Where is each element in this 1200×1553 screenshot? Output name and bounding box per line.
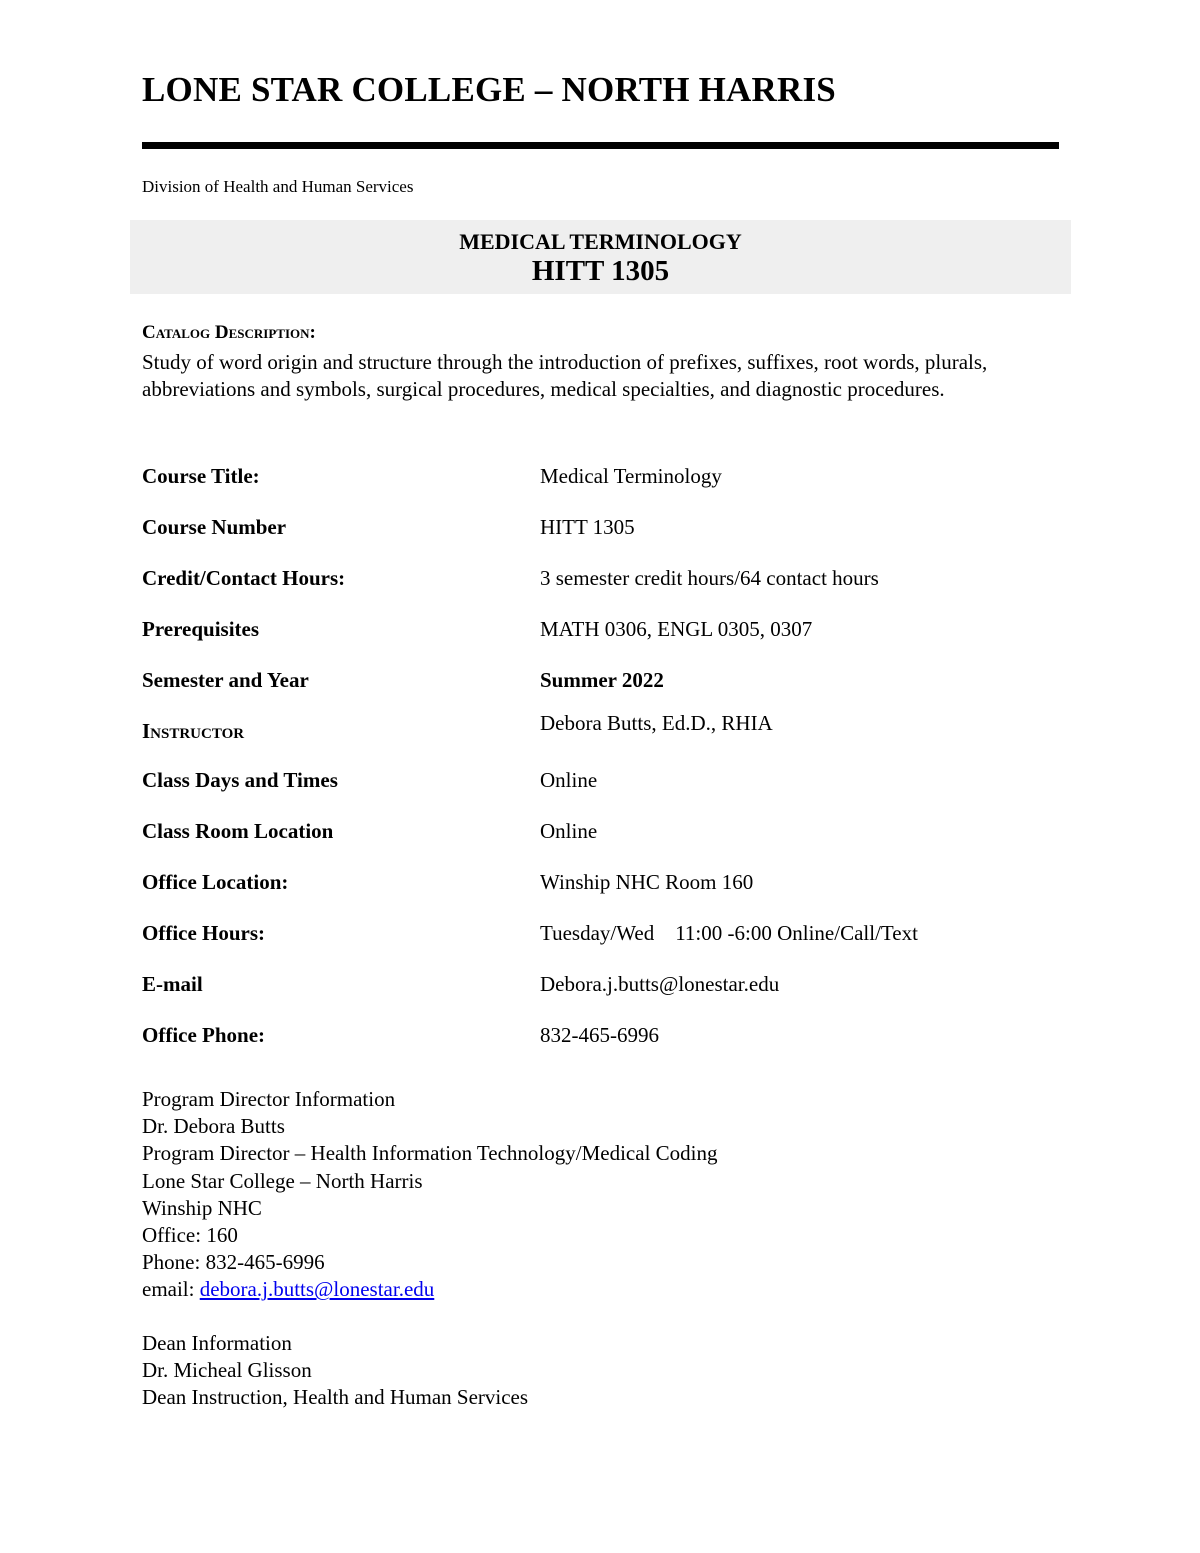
program-director-email-label: email: [142, 1277, 200, 1302]
catalog-heading: Catalog Description: [142, 322, 316, 343]
info-value-email: Debora.j.butts@lonestar.edu [540, 972, 780, 996]
dean-block [142, 1330, 528, 1412]
info-value-office-hours: Tuesday/Wed 11:00 -6:00 Online/Call/Text [540, 921, 918, 945]
info-value-course-number: HITT 1305 [540, 515, 635, 539]
division-name: Division of Health and Human Services [142, 177, 414, 196]
info-label-email: E-mail [142, 972, 203, 996]
info-value-office-phone: 832-465-6996 [540, 1023, 659, 1047]
program-director-name: Dr. Debora Butts [142, 1114, 285, 1139]
program-director-heading: Program Director Information [142, 1087, 396, 1111]
course-banner-code: HITT 1305 [531, 255, 670, 287]
info-label-office-location: Office Location: [142, 870, 289, 894]
program-director-block [142, 1086, 718, 1304]
info-label-class-room: Class Room Location [142, 819, 334, 843]
program-director-office: Office: 160 [142, 1223, 238, 1248]
program-director-email-line [142, 1276, 718, 1303]
course-banner-title: MEDICAL TERMINOLOGY [459, 229, 742, 254]
info-label-course-title: Course Title: [142, 464, 260, 488]
info-label-office-hours: Office Hours: [142, 921, 266, 945]
program-director-phone: Phone: 832-465-6996 [142, 1250, 325, 1275]
info-value-course-title: Medical Terminology [540, 464, 722, 488]
info-label-credit-hours: Credit/Contact Hours: [142, 566, 346, 590]
info-value-semester: Summer 2022 [540, 668, 664, 692]
program-director-building: Winship NHC [142, 1195, 262, 1220]
program-director-email-link[interactable]: debora.j.butts@lonestar.edu [199, 1277, 435, 1302]
program-director-college: Lone Star College – North Harris [142, 1168, 423, 1193]
dean-role: Dean Instruction, Health and Human Services [142, 1385, 529, 1410]
info-value-instructor: Debora Butts, Ed.D., RHIA [540, 711, 773, 735]
info-label-office-phone: Office Phone: [142, 1023, 266, 1047]
info-label-class-days: Class Days and Times [142, 768, 338, 792]
info-value-credit-hours: 3 semester credit hours/64 contact hours [540, 566, 879, 590]
header-divider [142, 142, 1059, 149]
course-banner [130, 220, 1071, 294]
info-value-office-location: Winship NHC Room 160 [540, 870, 754, 894]
info-value-class-days: Online [540, 768, 598, 792]
info-label-semester: Semester and Year [142, 668, 309, 692]
dean-name: Dr. Micheal Glisson [142, 1358, 312, 1383]
info-label-course-number: Course Number [142, 515, 287, 539]
info-value-prerequisites: MATH 0306, ENGL 0305, 0307 [540, 617, 813, 641]
info-label-prerequisites: Prerequisites [142, 617, 260, 641]
info-value-class-room: Online [540, 819, 598, 843]
college-title: LONE STAR COLLEGE – NORTH HARRIS [142, 70, 836, 109]
program-director-role: Program Director – Health Information Technology/Medical Coding [142, 1141, 718, 1166]
catalog-description: Study of word origin and structure through the introduction of prefixes, suffixes, root words, plurals, abbreviations and symbols, surgical procedures, medical specialties, and diagnostic procedures. [142, 350, 988, 401]
dean-heading: Dean Information [142, 1331, 292, 1355]
info-label-instructor: Instructor [142, 719, 245, 743]
